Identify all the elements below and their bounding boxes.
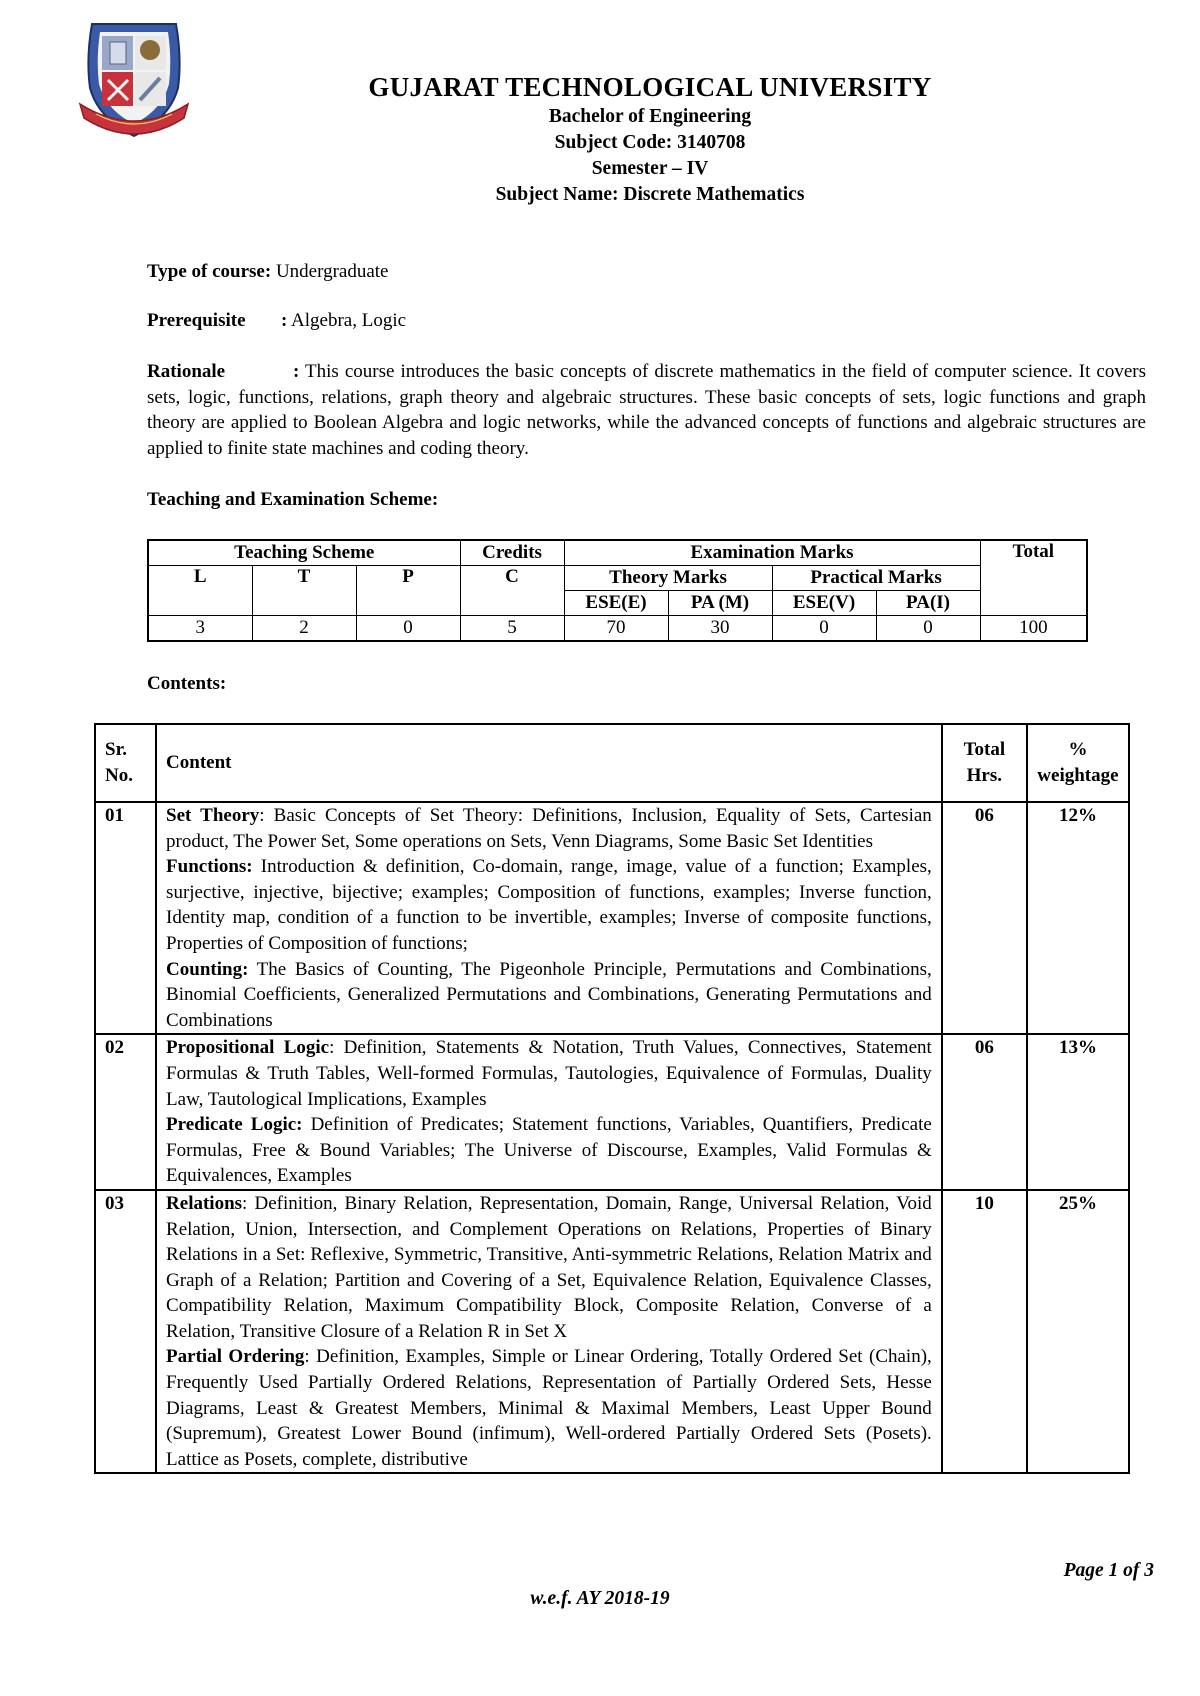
row-weight: 25% xyxy=(1027,1190,1129,1474)
semester: Semester – IV xyxy=(591,158,709,179)
row-content xyxy=(156,1190,942,1474)
row-content xyxy=(156,1034,942,1190)
row-hrs: 06 xyxy=(942,802,1027,1034)
topic-title: Set Theory xyxy=(166,805,260,826)
topic-title: Functions: xyxy=(166,856,253,878)
practical-marks-header: Practical Marks xyxy=(772,566,980,591)
rationale-sep: : xyxy=(293,361,300,382)
prerequisite-value: Algebra, Logic xyxy=(287,310,407,331)
topic-text: Definition of Predicates; Statement functions, Variables, Quantifiers, Predicate Formulas, Free & Bound Variables; The Universe of Discourse, Examples, Valid Formulas & Equivalences, Examples xyxy=(166,1114,932,1187)
t-header: T xyxy=(252,566,356,616)
scheme-value-l: 3 xyxy=(148,616,252,642)
page-number: Page 1 of 3 xyxy=(1063,1560,1154,1581)
scheme-value-c: 5 xyxy=(460,616,564,642)
scheme-value-ese-e: 70 xyxy=(564,616,668,642)
degree-name: Bachelor of Engineering xyxy=(548,106,752,127)
theory-marks-header: Theory Marks xyxy=(564,566,772,591)
scheme-value-pa-i: 0 xyxy=(876,616,980,642)
topic-text: : Definition, Binary Relation, Representation, Domain, Range, Universal Relation, Void Relation, Union, Intersection, and Complement Operations on Relations, Properties of Binary Relations in a Set: Reflexive, Symmetric, Transitive, Anti-symmetric Relations, Relation Matrix and Graph of a Relation; Partition and Covering of a Set, Equivalence Relation, Equivalence Classes, Compatibility Relation, Maximum Compatibility Block, Composite Relation, Converse of a Relation, Transitive Closure of a Relation R in Set X xyxy=(166,1192,932,1342)
contents-heading xyxy=(147,671,1146,697)
c-header: C xyxy=(460,566,564,616)
teaching-scheme-table xyxy=(147,539,1088,642)
scheme-value-ese-v: 0 xyxy=(772,616,876,642)
subject-name: Subject Name: Discrete Mathematics xyxy=(495,184,805,205)
course-type-label: Type of course: xyxy=(147,261,272,282)
row-weight: 13% xyxy=(1027,1034,1129,1190)
scheme-value-pa-m: 30 xyxy=(668,616,772,642)
prerequisite-label: Prerequisite xyxy=(147,310,246,331)
prerequisite xyxy=(147,308,1146,334)
pa-m-header: PA (M) xyxy=(668,591,772,616)
topic-text: The Basics of Counting, The Pigeonhole Principle, Permutations and Combinations, Binomial Coefficients, Generalized Permutations and Combinations, Generating Permutations and Combinations xyxy=(166,958,932,1031)
total-hrs-header: Total Hrs. xyxy=(942,724,1027,802)
topic-title: Counting: xyxy=(166,958,249,980)
l-header: L xyxy=(148,566,252,616)
university-name: GUJARAT TECHNOLOGICAL UNIVERSITY xyxy=(368,72,932,102)
row-sr: 01 xyxy=(95,802,156,1034)
exam-marks-header: Examination Marks xyxy=(564,540,980,566)
rationale-label: Rationale xyxy=(147,361,226,382)
total-header: Total xyxy=(980,540,1087,616)
topic-title: Propositional Logic xyxy=(166,1037,330,1059)
table-row xyxy=(95,1034,1129,1190)
scheme-heading xyxy=(147,487,1146,513)
pa-i-header: PA(I) xyxy=(876,591,980,616)
contents-table xyxy=(94,723,1130,1474)
course-type xyxy=(147,259,1146,285)
row-hrs: 06 xyxy=(942,1034,1027,1190)
rationale-text: This course introduces the basic concepts of discrete mathematics in the field of computer science. It covers sets, logic, functions, relations, graph theory and algebraic structures. These basic concepts of sets, logic functions and graph theory are applied to Boolean Algebra and logic networks, while the advanced concepts of functions and algebraic structures are applied to finite state machines and coding theory. xyxy=(147,361,1146,459)
topic-text: : Definition, Examples, Simple or Linear Ordering, Totally Ordered Set (Chain), Frequently Used Partially Ordered Relations, Representation of Partially Ordered Sets, Hesse Diagrams, Least & Greatest Members, Minimal & Maximal Members, Least Upper Bound (Supremum), Greatest Lower Bound (infimum), Well-ordered Partially Ordered Sets (Posets). Lattice as Posets, complete, distributive xyxy=(166,1346,932,1470)
scheme-value-t: 2 xyxy=(252,616,356,642)
sr-no-header: Sr. No. xyxy=(95,724,156,802)
table-row xyxy=(95,802,1129,1034)
gtu-crest-icon xyxy=(74,18,194,142)
ese-v-header: ESE(V) xyxy=(772,591,876,616)
content-header: Content xyxy=(156,724,942,802)
teaching-scheme-header: Teaching Scheme xyxy=(148,540,460,566)
scheme-value-total: 100 xyxy=(980,616,1087,642)
row-content xyxy=(156,802,942,1034)
course-type-value: Undergraduate xyxy=(271,261,389,282)
weightage-header: % weightage xyxy=(1027,724,1129,802)
topic-text: : Basic Concepts of Set Theory: Definitions, Inclusion, Equality of Sets, Cartesian product, The Power Set, Some operations on Sets, Venn Diagrams, Some Basic Set Identities xyxy=(166,805,932,852)
credits-header: Credits xyxy=(460,540,564,566)
row-sr: 03 xyxy=(95,1190,156,1474)
topic-title: Relations xyxy=(166,1192,243,1214)
row-hrs: 10 xyxy=(942,1190,1027,1474)
prerequisite-sep: : xyxy=(281,310,288,331)
topic-title: Partial Ordering xyxy=(166,1346,305,1368)
topic-text: : Definition, Statements & Notation, Truth Values, Connectives, Statement Formulas & Truth Tables, Well-formed Formulas, Tautologies, Equivalence of Formulas, Duality Law, Tautological Implications, Examples xyxy=(166,1037,932,1110)
row-sr: 02 xyxy=(95,1034,156,1190)
row-weight: 12% xyxy=(1027,802,1129,1034)
scheme-value-p: 0 xyxy=(356,616,460,642)
document-header xyxy=(300,70,1000,208)
ese-e-header: ESE(E) xyxy=(564,591,668,616)
table-row xyxy=(95,1190,1129,1474)
topic-text: Introduction & definition, Co-domain, range, image, value of a function; Examples, surjective, injective, bijective; examples; Composition of functions, examples; Inverse function, Identity map, condition of a function to be invertible, examples; Inverse of composite functions, Properties of Composition of functions; xyxy=(166,856,932,954)
p-header: P xyxy=(356,566,460,616)
effective-year: w.e.f. AY 2018-19 xyxy=(530,1588,670,1609)
topic-title: Predicate Logic: xyxy=(166,1114,303,1136)
subject-code: Subject Code: 3140708 xyxy=(554,132,746,153)
rationale xyxy=(147,359,1146,461)
scheme-heading-text: Teaching and Examination Scheme: xyxy=(147,489,439,510)
contents-heading-text: Contents: xyxy=(147,673,227,694)
